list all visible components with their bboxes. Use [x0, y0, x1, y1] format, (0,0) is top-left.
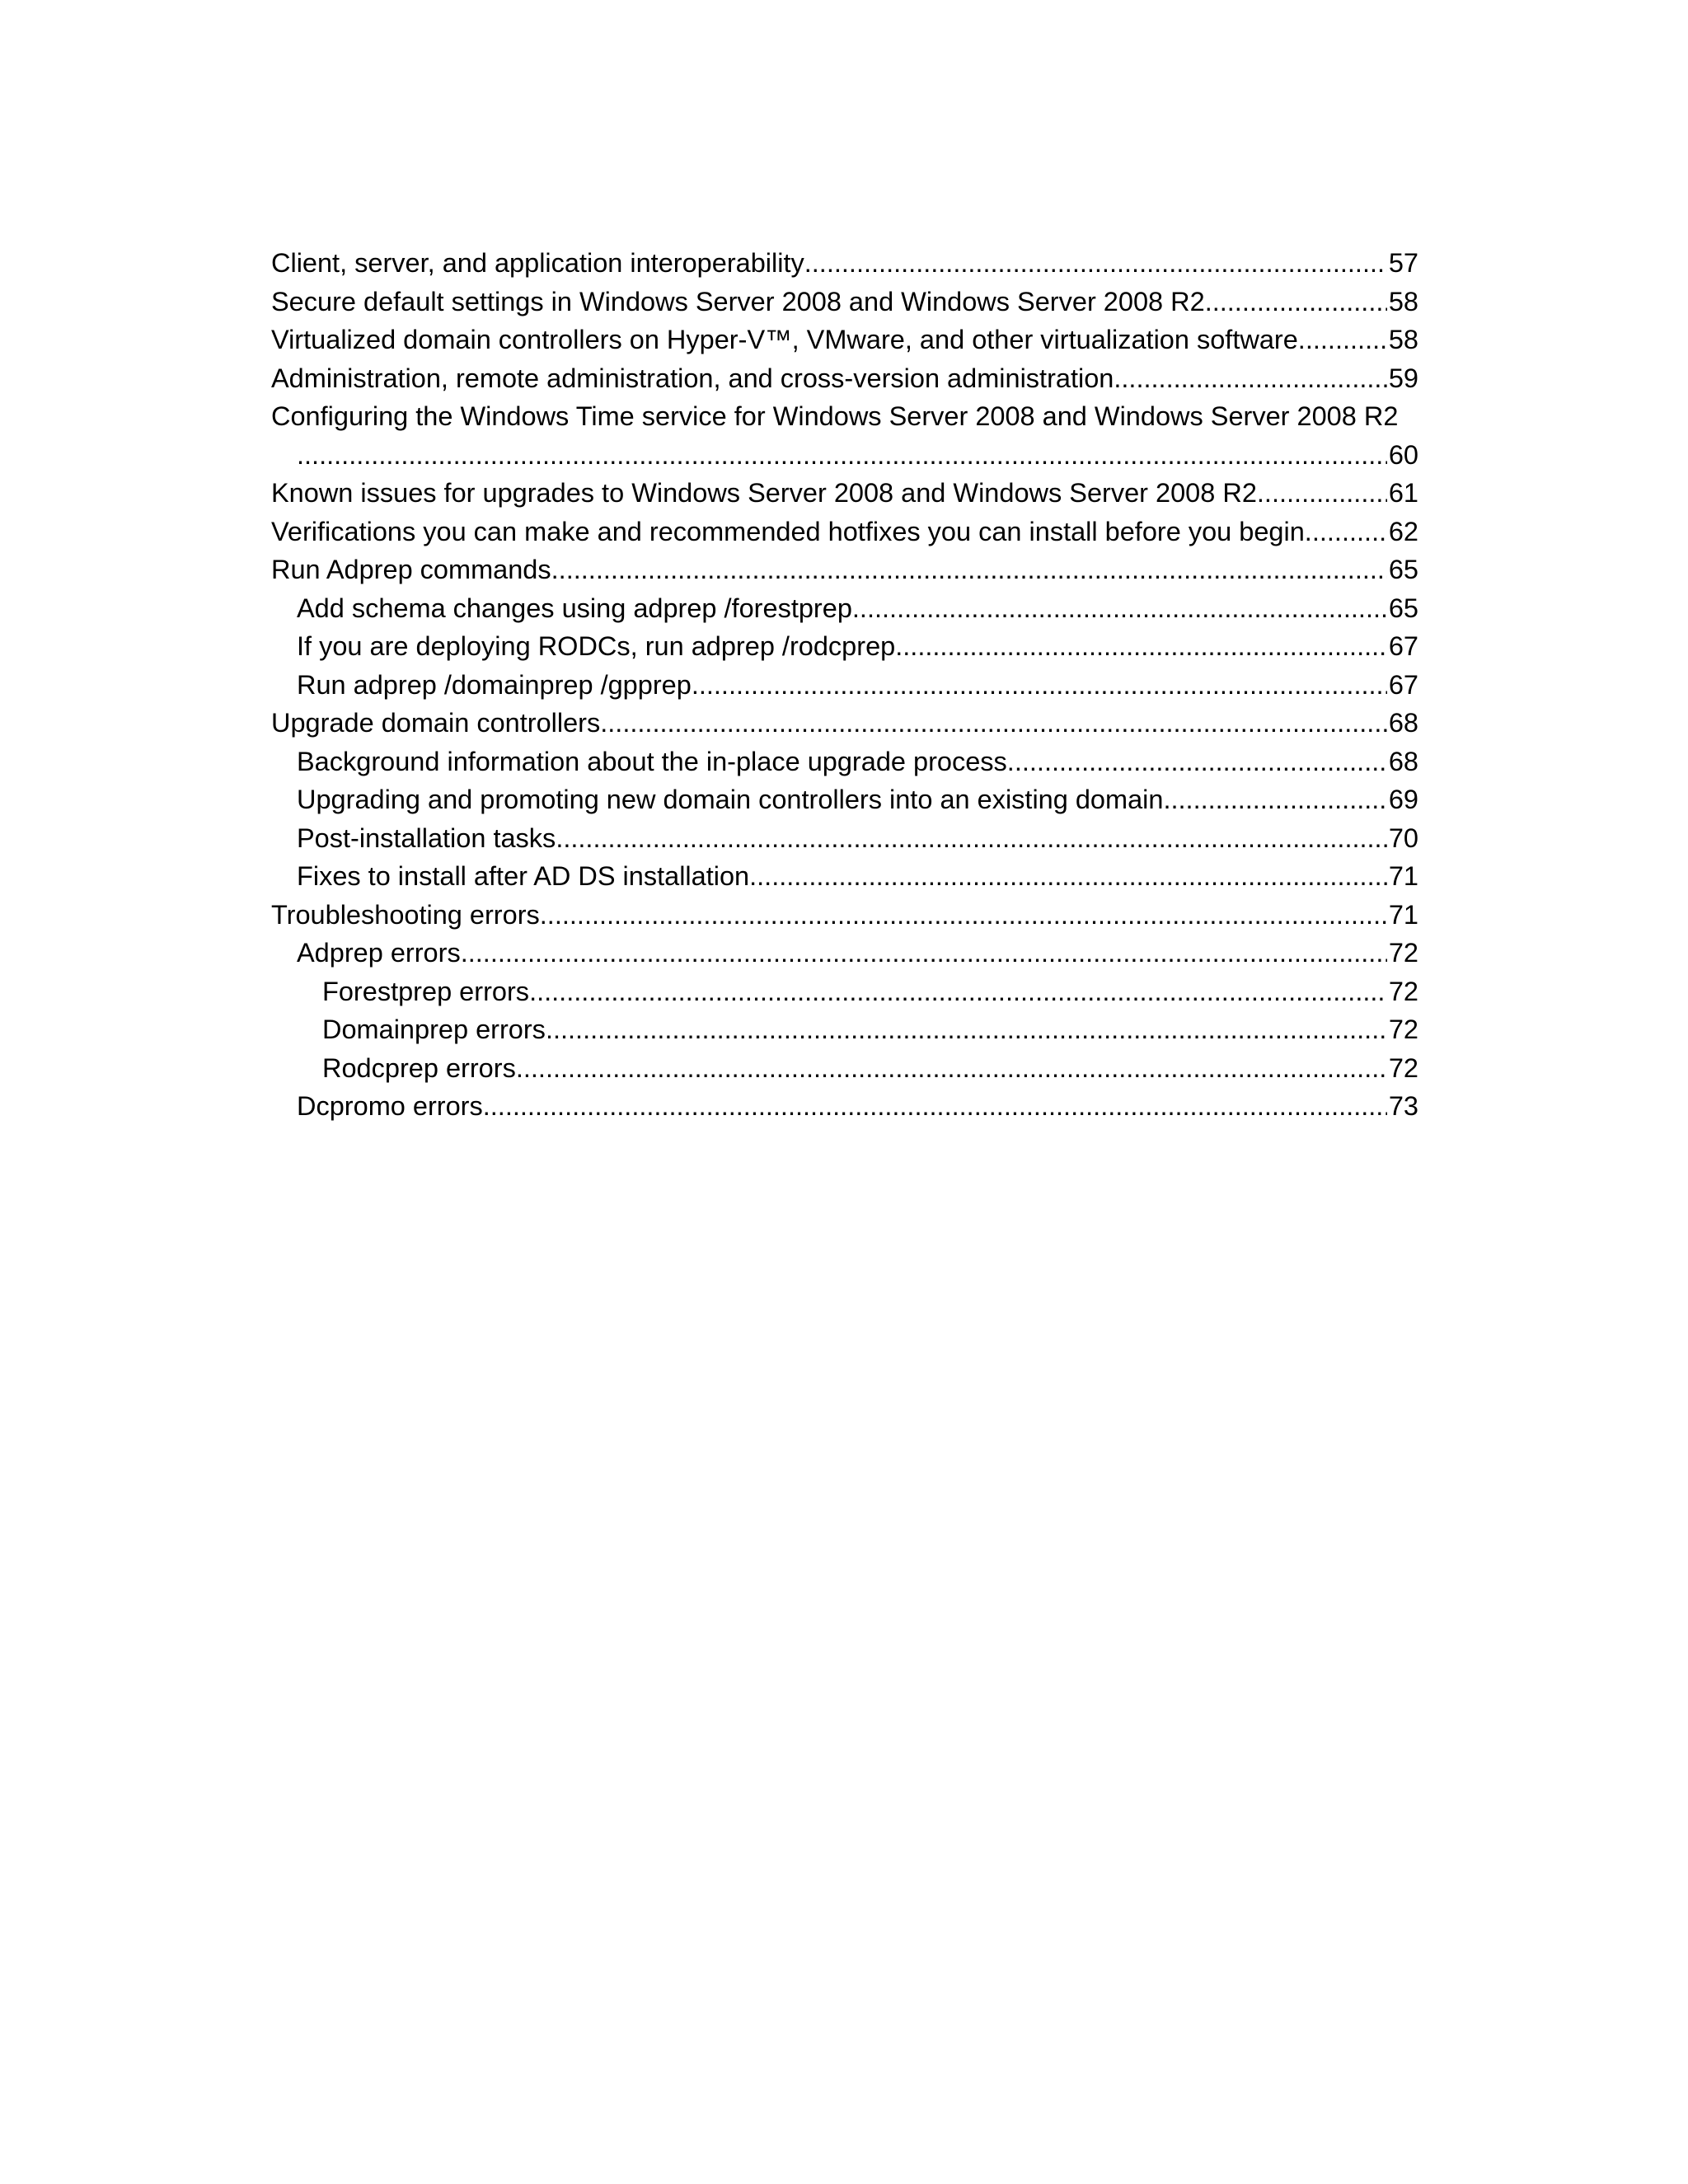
toc-entry[interactable] [271, 244, 1418, 283]
toc-entry-title: Run Adprep commands [271, 555, 551, 584]
toc-entry-page: 61 [1388, 478, 1418, 508]
toc-entry-page: 72 [1388, 1052, 1418, 1083]
dot-leader [461, 934, 1387, 972]
toc-entry-page: 68 [1388, 746, 1418, 776]
toc-entry[interactable] [271, 896, 1418, 935]
toc-entry-page: 71 [1388, 861, 1418, 891]
dot-leader [749, 857, 1387, 896]
dot-leader [600, 704, 1387, 743]
toc-entry-title: Administration, remote administration, and cross-version administration [271, 363, 1114, 393]
dot-leader [1305, 513, 1387, 551]
toc-entry-page: 71 [1388, 899, 1418, 930]
toc-entry-title: Background information about the in-place upgrade process [297, 746, 1007, 776]
dot-leader [297, 436, 1387, 475]
toc-entry[interactable] [271, 972, 1418, 1011]
toc-entry[interactable] [271, 627, 1418, 666]
toc-entry-title: If you are deploying RODCs, run adprep /rodcprep [297, 631, 896, 661]
toc-entry-title: Run adprep /domainprep /gpprep [297, 669, 692, 700]
table-of-contents [271, 244, 1418, 1126]
toc-entry[interactable] [271, 513, 1418, 551]
dot-leader [1257, 474, 1387, 513]
dot-leader [692, 666, 1387, 705]
toc-entry-page: 67 [1388, 669, 1418, 700]
toc-entry[interactable] [271, 589, 1418, 628]
toc-entry-title: Domainprep errors [322, 1015, 546, 1044]
dot-leader [852, 589, 1387, 628]
toc-entry-page: 73 [1388, 1091, 1418, 1121]
toc-entry-title: Virtualized domain controllers on Hyper-V™, VMware, and other virtualization software [271, 325, 1298, 354]
dot-leader [1007, 743, 1387, 781]
toc-entry[interactable] [271, 857, 1418, 896]
toc-entry-page: 72 [1388, 976, 1418, 1006]
toc-entry[interactable] [271, 1010, 1418, 1049]
toc-entry-page: 68 [1388, 708, 1418, 738]
toc-entry-page: 60 [1388, 439, 1418, 470]
toc-entry[interactable] [271, 819, 1418, 858]
toc-entry-title: Forestprep errors [322, 976, 530, 1006]
toc-entry[interactable] [271, 397, 1418, 474]
dot-leader [804, 244, 1387, 283]
toc-entry-page: 69 [1388, 785, 1418, 814]
toc-entry[interactable] [271, 934, 1418, 972]
toc-entry-title: Adprep errors [297, 938, 461, 968]
toc-entry-title: Client, server, and application interoperability [271, 248, 804, 278]
toc-entry[interactable] [271, 551, 1418, 589]
toc-entry-title: Verifications you can make and recommended hotfixes you can install before you begin [271, 516, 1305, 546]
toc-entry-page: 72 [1388, 1015, 1418, 1044]
dot-leader [1298, 321, 1387, 359]
toc-entry[interactable] [271, 321, 1418, 359]
dot-leader [1205, 283, 1387, 321]
toc-entry-title: Post-installation tasks [297, 823, 556, 853]
toc-entry-page: 57 [1388, 248, 1418, 278]
toc-entry[interactable] [271, 474, 1418, 513]
toc-entry[interactable] [271, 704, 1418, 743]
toc-entry[interactable] [271, 359, 1418, 398]
dot-leader [556, 819, 1387, 858]
toc-entry[interactable] [271, 780, 1418, 819]
toc-entry-title: Fixes to install after AD DS installation [297, 861, 750, 891]
toc-entry-page: 70 [1388, 823, 1418, 853]
toc-entry-title: Configuring the Windows Time service for Windows Server 2008 and Windows Server 2008 R2 [271, 401, 1399, 431]
toc-entry-page: 62 [1388, 516, 1418, 546]
toc-entry-title: Upgrading and promoting new domain controllers into an existing domain [297, 785, 1164, 814]
toc-entry[interactable] [271, 1087, 1418, 1126]
toc-entry-title: Secure default settings in Windows Server 2008 and Windows Server 2008 R2 [271, 286, 1205, 316]
toc-entry-title: Dcpromo errors [297, 1091, 483, 1121]
dot-leader [483, 1087, 1387, 1126]
toc-entry-title: Upgrade domain controllers [271, 708, 601, 738]
toc-entry-page: 67 [1388, 631, 1418, 661]
dot-leader [1163, 780, 1386, 819]
toc-entry-continuation [271, 436, 1418, 475]
toc-entry-page: 59 [1388, 363, 1418, 393]
dot-leader [540, 896, 1387, 935]
toc-entry-page: 72 [1388, 938, 1418, 968]
toc-entry-title: Add schema changes using adprep /forestprep [297, 593, 852, 623]
toc-entry-title: Troubleshooting errors [271, 899, 540, 930]
toc-entry[interactable] [271, 743, 1418, 781]
toc-entry-title: Rodcprep errors [322, 1052, 516, 1083]
dot-leader [546, 1010, 1387, 1049]
dot-leader [529, 972, 1387, 1011]
toc-entry-page: 58 [1388, 325, 1418, 354]
dot-leader [516, 1049, 1387, 1088]
toc-entry-page: 58 [1388, 286, 1418, 316]
toc-entry-page: 65 [1388, 593, 1418, 623]
dot-leader [895, 627, 1387, 666]
dot-leader [551, 551, 1387, 589]
toc-entry[interactable] [271, 283, 1418, 321]
toc-entry[interactable] [271, 666, 1418, 705]
toc-entry[interactable] [271, 1049, 1418, 1088]
dot-leader [1114, 359, 1386, 398]
toc-entry-page: 65 [1388, 555, 1418, 584]
toc-entry-title: Known issues for upgrades to Windows Server 2008 and Windows Server 2008 R2 [271, 478, 1257, 508]
